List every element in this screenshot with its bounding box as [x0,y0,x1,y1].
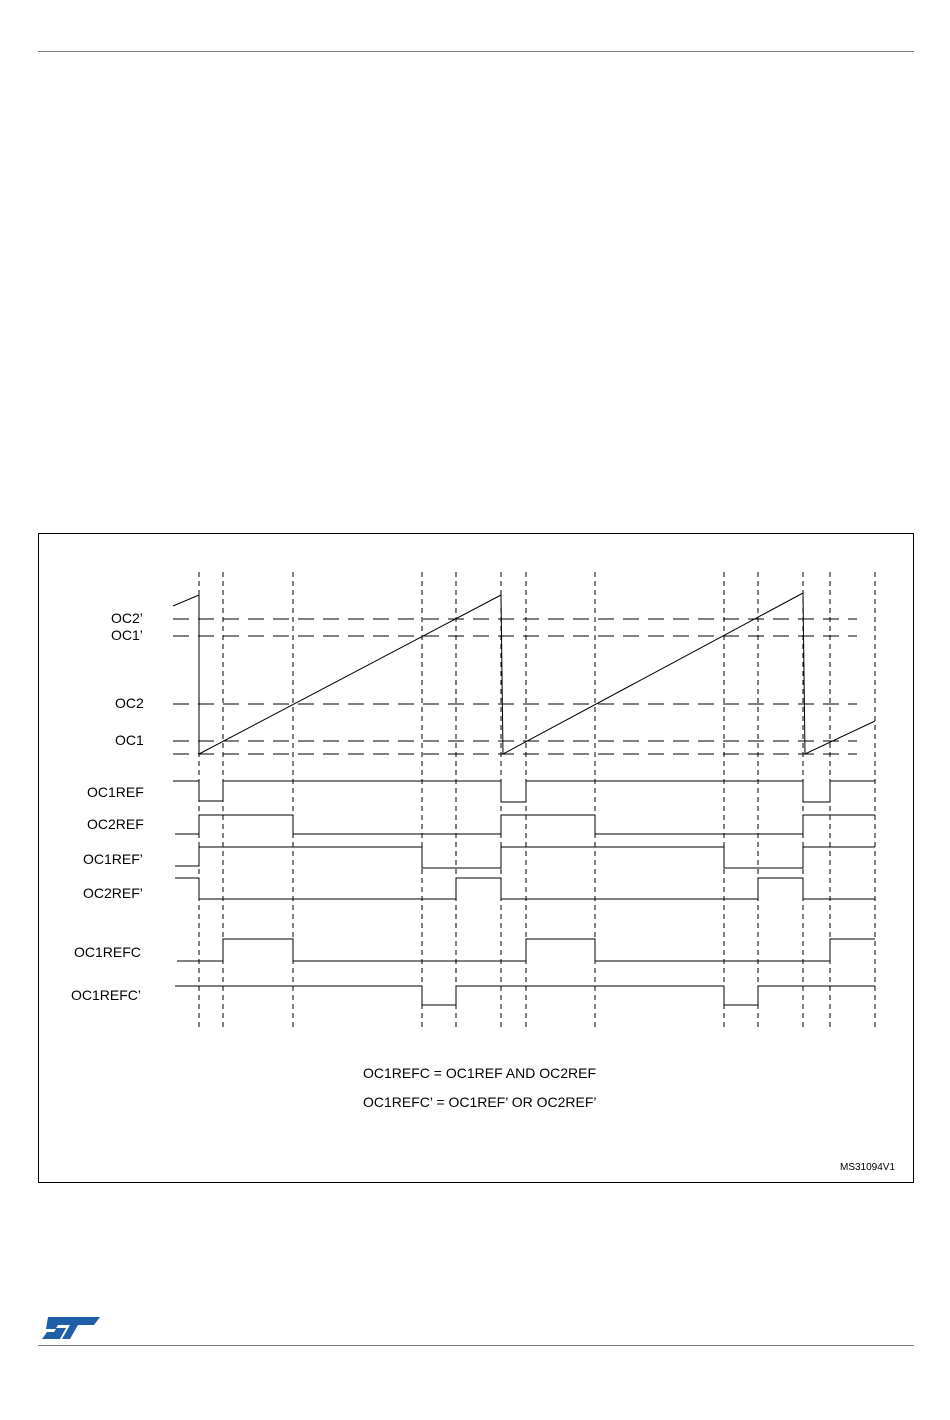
st-logo-icon [42,1317,100,1339]
oc1-label: OC1 [115,732,144,748]
oc1ref-prime-label: OC1REF’ [83,851,143,867]
time-markers [199,572,875,1031]
header-rule [38,51,914,52]
oc1ref-prime-waveform [175,847,875,868]
oc1refc-waveform [177,939,875,961]
oc1refc-prime-waveform [175,986,875,1005]
oc1refc-prime-label: OC1REFC’ [71,987,142,1003]
oc2ref-prime-label: OC2REF’ [83,885,143,901]
and-equation: OC1REFC = OC1REF AND OC2REF [363,1065,596,1081]
timing-diagram-figure [38,533,914,1183]
oc2ref-label: OC2REF [87,816,144,832]
oc1ref-label: OC1REF [87,784,144,800]
figure-id: MS31094V1 [840,1162,896,1173]
oc1-prime-label: OC1’ [111,627,143,643]
timing-diagram [39,534,913,1182]
oc1refc-label: OC1REFC [74,944,141,960]
compare-levels [173,619,857,754]
oc2-label: OC2 [115,695,144,711]
oc2-prime-label: OC2’ [111,610,143,626]
or-equation: OC1REFC’ = OC1REF’ OR OC2REF’ [363,1094,597,1110]
st-logo [42,1315,102,1341]
oc2ref-prime-waveform [175,878,875,899]
footer-rule [38,1345,914,1346]
oc1ref-waveform [173,781,875,802]
oc2ref-waveform [175,815,875,834]
waveforms [173,781,875,1005]
counter-sawtooth [173,593,875,754]
